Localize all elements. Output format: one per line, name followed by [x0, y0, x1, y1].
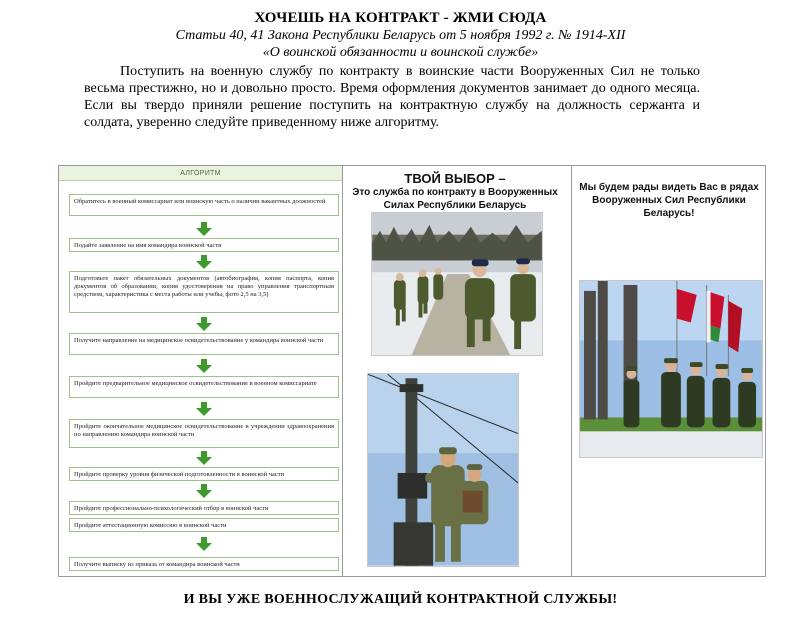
algorithm-step: Пройдите аттестационную комиссию в воинской части — [69, 518, 339, 532]
infographic-panel — [58, 165, 766, 577]
column-divider — [571, 166, 572, 576]
welcome-heading: Мы будем рады видеть Вас в рядах Вооруженных Сил Республики Беларусь! — [579, 182, 759, 219]
arrow-down-icon — [196, 255, 212, 269]
algorithm-heading: АЛГОРИТМ — [59, 166, 342, 181]
law-reference: Статьи 40, 41 Закона Республики Беларусь от 5 ноября 1992 г. № 1914-XII — [175, 28, 626, 43]
contract-service-subheading: Это служба по контракту в Вооруженных Силах Республики Беларусь — [352, 187, 558, 211]
algorithm-step: Обратитесь в военный комиссариат или воинскую часть о наличии вакантных должностей — [69, 194, 339, 216]
closing-statement: И ВЫ УЖЕ ВОЕННОСЛУЖАЩИЙ КОНТРАКТНОЙ СЛУЖБЫ! — [183, 592, 618, 607]
column-divider — [342, 166, 343, 576]
algorithm-step: Подготовьте пакет обязательных документов (автобиография, копия паспорта, копия документов об образовании, копия удостоверения на право управления транспортным средством, характеристика с места работы или учебы, фото 2,5 на 3,5) — [69, 271, 339, 313]
soldiers-running-photo — [371, 212, 543, 356]
arrow-down-icon — [196, 402, 212, 416]
intro-paragraph: Поступить на военную службу по контракту в воинские части Вооруженных Сил не только весьма престижно, но и довольно просто. Время оформления документов занимает до одного месяца. Если вы твердо приняли решение поступить на контрактную службу на должность сержанта и солдата, уверенно следуйте приведенному ниже алгоритму. — [84, 64, 700, 130]
algorithm-step: Получите выписку из приказа от командира воинской части — [69, 557, 339, 571]
arrow-down-icon — [196, 359, 212, 373]
arrow-down-icon — [196, 222, 212, 236]
soldiers-on-mast-photo — [367, 373, 519, 567]
arrow-down-icon — [196, 451, 212, 465]
algorithm-step: Подайте заявление на имя командира воинской части — [69, 238, 339, 252]
algorithm-step: Пройдите окончательное медицинское освидетельствование в учреждении здравоохранения по направлению командира воинской части — [69, 419, 339, 448]
your-choice-heading: ТВОЙ ВЫБОР – — [404, 171, 506, 186]
algorithm-step: Пройдите проверку уровня физической подготовленности в воинской части — [69, 467, 339, 481]
arrow-down-icon — [196, 317, 212, 331]
algorithm-step: Получите направление на медицинское освидетельствование у командира воинской части — [69, 333, 339, 355]
algorithm-step: Пройдите предварительное медицинское освидетельствование в военном комиссариате — [69, 376, 339, 398]
arrow-down-icon — [196, 484, 212, 498]
arrow-down-icon — [196, 537, 212, 551]
algorithm-step: Пройдите профессионально-психологический отбор в воинской части — [69, 501, 339, 515]
page-title: ХОЧЕШЬ НА КОНТРАКТ - ЖМИ СЮДА — [254, 10, 547, 26]
honor-guard-photo — [579, 280, 763, 458]
law-name: «О воинской обязанности и воинской службе» — [262, 45, 539, 60]
